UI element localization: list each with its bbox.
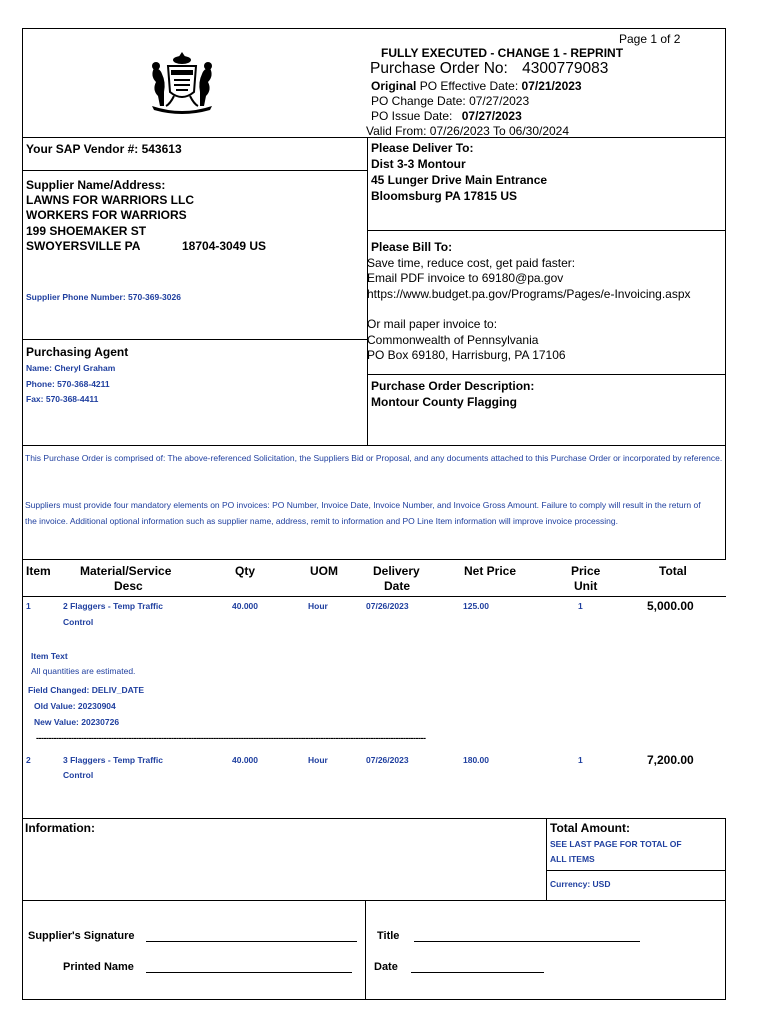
row2-qty: 40.000 <box>232 755 258 765</box>
row1-item: 1 <box>26 601 31 611</box>
agent-phone: Phone: 570-368-4211 <box>26 379 110 389</box>
field-changed: Field Changed: DELIV_DATE <box>28 685 145 695</box>
divider-signature-mid2 <box>365 900 366 912</box>
supplier-address-line-3: 199 SHOEMAKER ST <box>26 224 147 238</box>
divider-table-top <box>22 559 726 560</box>
supplier-signature-label: Supplier's Signature <box>28 930 135 942</box>
col-delivery-2: Date <box>384 579 411 593</box>
row1-total: 5,000.00 <box>647 599 694 613</box>
col-price-unit-1: Price <box>571 564 601 578</box>
row2-price-unit: 1 <box>578 755 583 765</box>
divider-vendor <box>22 170 368 171</box>
coat-of-arms-logo <box>144 46 220 118</box>
notice-paragraph-1: This Purchase Order is comprised of: The above-referenced Solicitation, the Suppliers Bid or Proposal, and any documents attached to this Purchase Order or incorporated by reference. <box>25 453 723 463</box>
po-status: FULLY EXECUTED - CHANGE 1 - REPRINT <box>381 46 624 60</box>
po-description: Montour County Flagging <box>371 395 517 409</box>
row2-total: 7,200.00 <box>647 753 694 767</box>
information-label: Information: <box>25 821 95 835</box>
row1-net-price: 125.00 <box>463 601 489 611</box>
date-field[interactable] <box>411 959 544 973</box>
row2-net-price: 180.00 <box>463 755 489 765</box>
change-date: 07/27/2023 <box>469 94 530 108</box>
row1-desc-2: Control <box>63 617 94 627</box>
supplier-zip-country: 18704-3049 US <box>182 239 267 253</box>
row1-price-unit: 1 <box>578 601 583 611</box>
row1-delivery: 07/26/2023 <box>366 601 409 611</box>
col-uom: UOM <box>310 564 338 578</box>
supplier-signature-field[interactable] <box>146 928 357 942</box>
divider-total-left <box>546 818 547 900</box>
mail-line-1: Or mail paper invoice to: <box>367 317 498 331</box>
original-label: Original <box>371 79 417 93</box>
divider-notices <box>22 445 726 446</box>
item-separator: ------------------------------------------------------------------------------------------------------------------------------------------------------------ <box>36 733 426 743</box>
mail-line-3: PO Box 69180, Harrisburg, PA 17106 <box>367 348 566 362</box>
frame-right-lower <box>725 818 726 1000</box>
po-description-label: Purchase Order Description: <box>371 379 535 393</box>
notice-paragraph-2: Suppliers must provide four mandatory elements on PO invoices: PO Number, Invoice Date, Invoice Number, and Invoice Gross Amount. Failure to comply will result in the return of the invoice. Additional optional information such as supplier name, address, remit to information and PO Line Item information will improve invoice processing. <box>25 500 701 526</box>
row2-desc-2: Control <box>63 770 94 780</box>
col-qty: Qty <box>235 564 256 578</box>
bill-to-email[interactable]: Email PDF invoice to 69180@pa.gov <box>367 271 564 285</box>
page-number: Page 1 of 2 <box>619 32 681 46</box>
supplier-name-address-label: Supplier Name/Address: <box>26 178 166 192</box>
agent-fax: Fax: 570-368-4411 <box>26 394 99 404</box>
date-label: Date <box>374 961 398 973</box>
col-total: Total <box>659 564 687 578</box>
supplier-phone: Supplier Phone Number: 570-369-3026 <box>26 292 181 302</box>
bill-to-line-1: Save time, reduce cost, get paid faster: <box>367 256 576 270</box>
divider-currency <box>546 870 726 871</box>
row1-uom: Hour <box>308 601 328 611</box>
deliver-line-3: Bloomsburg PA 17815 US <box>371 189 518 203</box>
po-number: 4300779083 <box>522 60 609 77</box>
divider-agent <box>22 339 368 340</box>
total-note-1: SEE LAST PAGE FOR TOTAL OF <box>550 839 682 849</box>
po-effective-date-line <box>371 79 582 93</box>
currency: Currency: USD <box>550 879 611 889</box>
title-label: Title <box>377 930 400 942</box>
new-value: New Value: 20230726 <box>34 717 120 727</box>
supplier-address-line-1: LAWNS FOR WARRIORS LLC <box>26 193 194 207</box>
col-price-unit-2: Unit <box>574 579 598 593</box>
effective-date-label: PO Effective Date: <box>419 79 519 93</box>
col-item: Item <box>26 564 51 578</box>
title-field[interactable] <box>414 928 640 942</box>
frame-bottom <box>22 999 726 1000</box>
po-number-label: Purchase Order No: <box>370 60 508 77</box>
printed-name-field[interactable] <box>146 959 352 973</box>
col-delivery-1: Delivery <box>373 564 420 578</box>
issue-date: 07/27/2023 <box>461 109 522 123</box>
deliver-line-2: 45 Lunger Drive Main Entrance <box>371 173 548 187</box>
row1-desc-1: 2 Flaggers - Temp Traffic <box>63 601 163 611</box>
printed-name-label: Printed Name <box>63 961 134 973</box>
item-text: All quantities are estimated. <box>31 666 136 676</box>
frame-left <box>22 28 23 1000</box>
row2-uom: Hour <box>308 755 328 765</box>
col-material-1: Material/Service <box>80 564 172 578</box>
divider-deliver <box>367 230 726 231</box>
change-date-label: PO Change Date: <box>371 94 466 108</box>
po-issue-date-line <box>371 109 522 123</box>
row2-desc-1: 3 Flaggers - Temp Traffic <box>63 755 163 765</box>
agent-name: Name: Cheryl Graham <box>26 363 116 373</box>
valid-from: Valid From: 07/26/2023 To 06/30/2024 <box>366 124 570 138</box>
divider-footer <box>22 818 726 819</box>
supplier-address-line-2: WORKERS FOR WARRIORS <box>26 208 187 222</box>
frame-top <box>22 28 726 29</box>
issue-date-label: PO Issue Date: <box>371 109 453 123</box>
purchasing-agent-label: Purchasing Agent <box>26 345 129 359</box>
po-number-line <box>370 60 608 78</box>
col-material-2: Desc <box>114 579 143 593</box>
effective-date: 07/21/2023 <box>521 79 582 93</box>
bill-to-url[interactable]: https://www.budget.pa.gov/Programs/Pages/e-Invoicing.aspx <box>367 287 691 301</box>
total-note-2: ALL ITEMS <box>550 854 595 864</box>
deliver-line-1: Dist 3-3 Montour <box>371 157 466 171</box>
row1-qty: 40.000 <box>232 601 258 611</box>
mail-line-2: Commonwealth of Pennsylvania <box>367 333 539 347</box>
total-amount-label: Total Amount: <box>550 821 630 835</box>
supplier-city-state: SWOYERSVILLE PA <box>26 239 141 253</box>
divider-table-header <box>22 596 726 597</box>
divider-billto <box>367 374 726 375</box>
bill-to-label: Please Bill To: <box>371 240 453 254</box>
po-change-date-line <box>371 94 529 108</box>
row2-item: 2 <box>26 755 31 765</box>
sap-vendor-number: Your SAP Vendor #: 543613 <box>26 142 182 156</box>
row2-delivery: 07/26/2023 <box>366 755 409 765</box>
deliver-to-label: Please Deliver To: <box>371 141 474 155</box>
frame-right <box>725 28 726 560</box>
divider-signature <box>22 900 726 901</box>
item-text-label: Item Text <box>31 651 68 661</box>
old-value: Old Value: 20230904 <box>34 701 116 711</box>
col-net-price: Net Price <box>464 564 517 578</box>
divider-signature-mid <box>365 912 366 1000</box>
